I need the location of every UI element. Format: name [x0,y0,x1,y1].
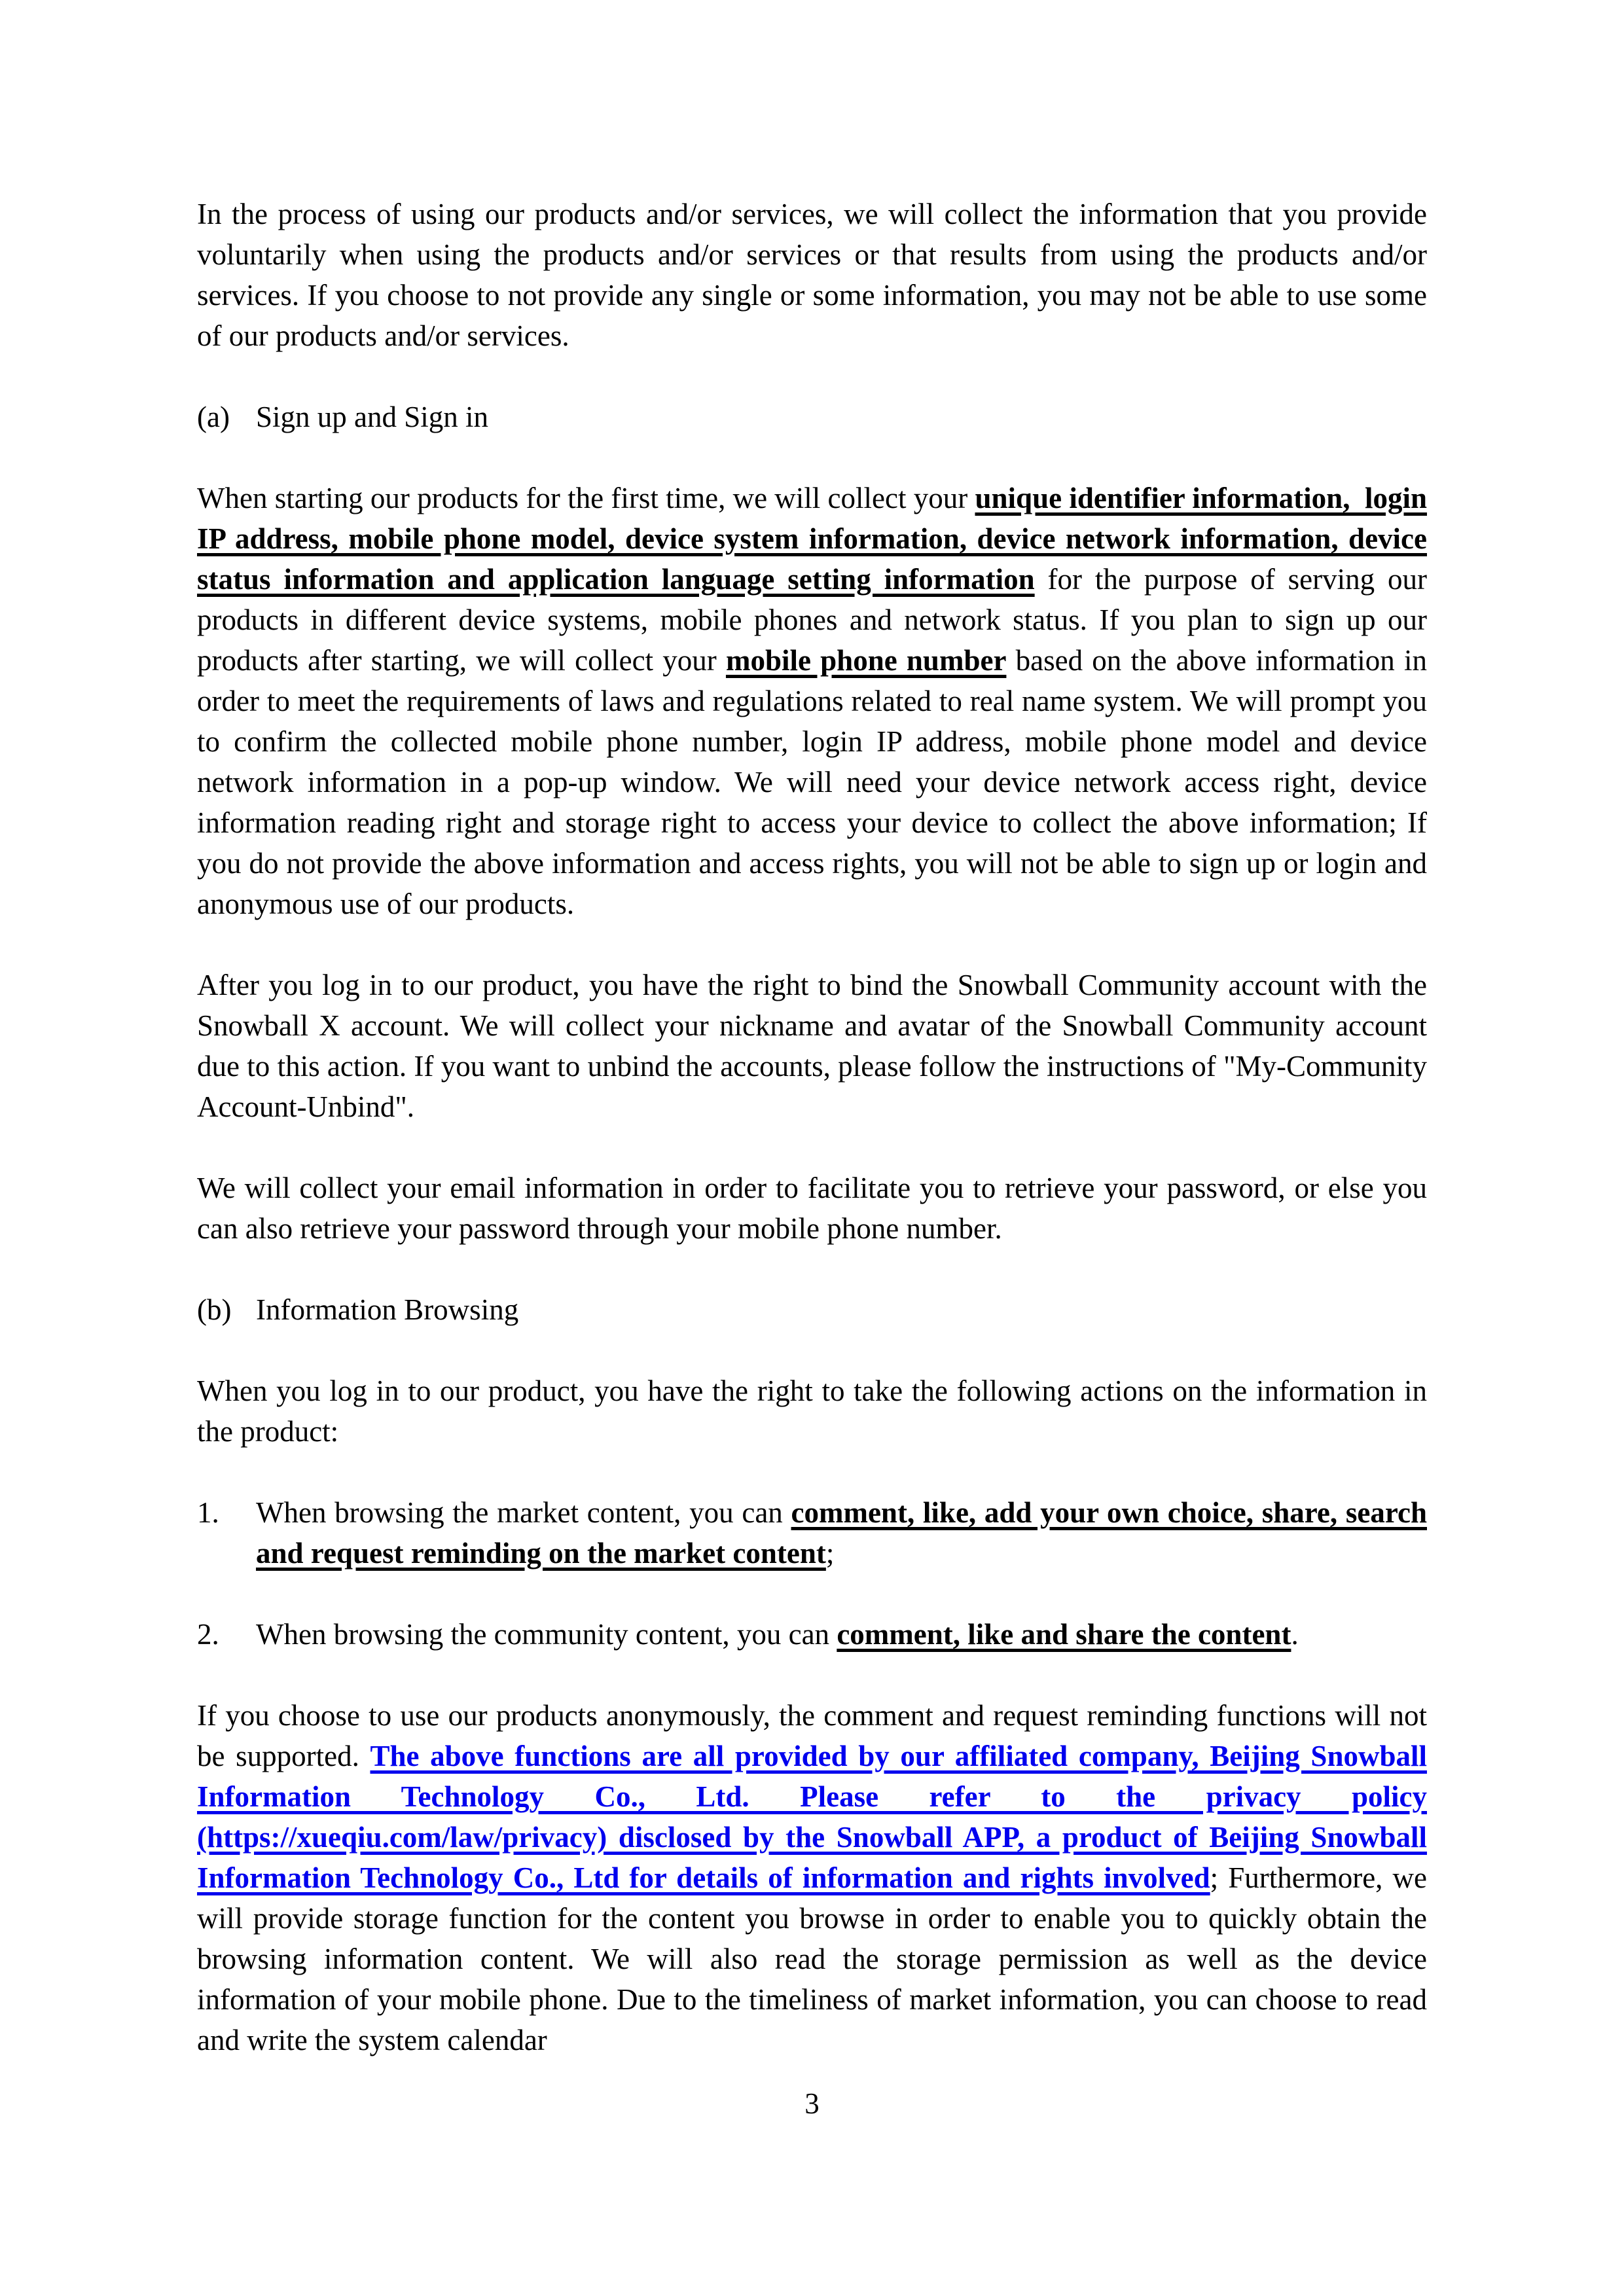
privacy-policy-link[interactable]: The above functions are all provided by our affiliated company, Beijing Snowball Information Technology Co., Ltd. Please refer to the privacy policy (https://xueqiu.com/law/privacy) disclosed by the Snowball APP, a product of Beijing Snowball Information Technology Co., Ltd for details of information and rights involved [197,1740,1427,1894]
text-run: After you log in to our product, you have the right to bind the Snowball Community account with the Snowball X account. We will collect your nickname and avatar of the Snowball Community account due to this action. If you want to unbind the accounts, please follow the instructions of "My-Community Account-Unbind". [197,969,1427,1123]
page-number: 3 [804,2087,820,2120]
page-footer [0,2083,1624,2124]
text-run: ; [825,1537,835,1570]
text-run: for the purpose of serving our products in different device systems, mobile phones and network status. If you plan to sign up our products after starting, we will collect your [197,563,1427,677]
paragraph [197,1168,1427,1249]
text-run: When browsing the market content, you can [256,1496,791,1529]
paragraph [197,478,1427,924]
emphasized-text: comment, like and share the content [837,1618,1291,1651]
list-item [197,1614,1427,1655]
text-run: When you log in to our product, you have the right to take the following actions on the information in the product: [197,1374,1427,1448]
document-body [197,194,1427,2101]
heading-marker: (a) [197,401,230,433]
text-run: based on the above information in order to meet the requirements of laws and regulations related to real name system. We will prompt you to confirm the collected mobile phone number, login IP address, mobile phone model and device network information in a pop-up window. We will need your device network access right, device information reading right and storage right to access your device to collect the above information; If you do not provide the above information and access rights, you will not be able to sign up or login and anonymous use of our products. [197,644,1427,920]
emphasized-text: comment, like, add your own choice, share, search and request reminding on the market content [256,1496,1427,1570]
text-run: . [1291,1618,1299,1651]
text-run: We will collect your email information in order to facilitate you to retrieve your password, or else you can also retrieve your password through your mobile phone number. [197,1172,1427,1245]
text-run: When starting our products for the first time, we will collect your [197,482,975,514]
text-run: In the process of using our products and/or services, we will collect the information that you provide voluntarily when using the products and/or services or that results from using the products and/or services. If you choose to not provide any single or some information, you may not be able to use some of our products and/or services. [197,198,1427,352]
emphasized-text: mobile phone number [725,644,1007,677]
list-number: 1. [197,1496,219,1529]
heading-marker: (b) [197,1293,232,1326]
text-run: When browsing the community content, you can [256,1618,837,1651]
paragraph [197,194,1427,356]
list-number: 2. [197,1618,219,1651]
paragraph [197,1695,1427,2060]
text-run: Sign up and Sign in [256,401,489,433]
paragraph [197,965,1427,1127]
text-run: Information Browsing [256,1293,519,1326]
list-item [197,1492,1427,1573]
text-run: ; Furthermore, we will provide storage function for the content you browse in order to enable you to quickly obtain the browsing information content. We will also read the storage permission as well as the device information of your mobile phone. Due to the timeliness of market information, you can choose to read and write the system calendar [197,1861,1427,2056]
paragraph [197,1371,1427,1452]
emphasized-text: unique identifier information, login IP address, mobile phone model, device system information, device network information, device status information and application language setting information [197,482,1427,596]
section-heading [197,397,1427,437]
section-heading [197,1289,1427,1330]
text-run: If you choose to use our products anonymously, the comment and request reminding functions will not be supported. [197,1699,1427,1772]
